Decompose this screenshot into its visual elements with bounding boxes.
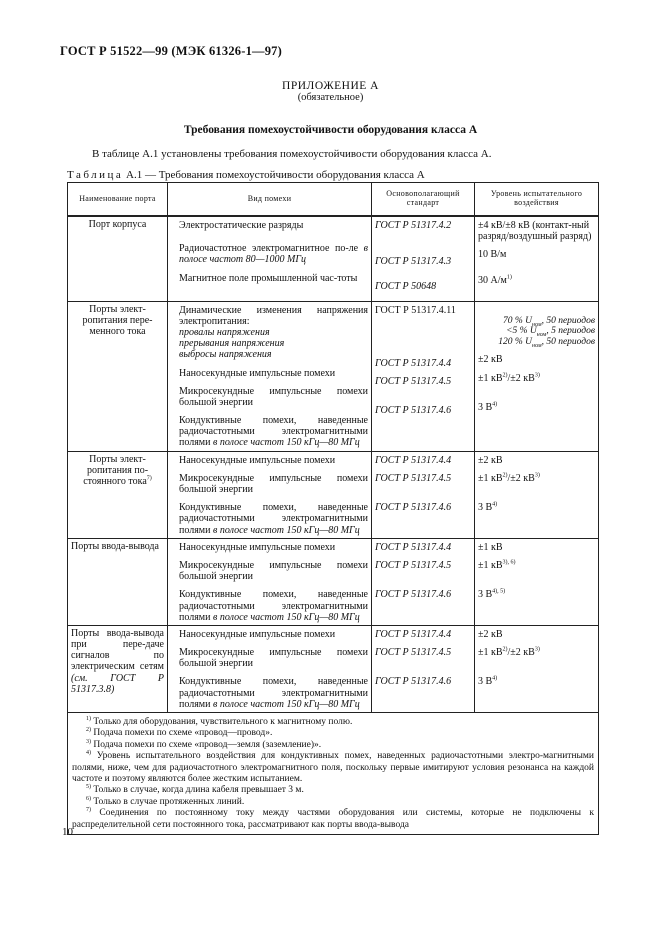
- immunity-table: [67, 182, 599, 835]
- standard-cell: [372, 538, 475, 625]
- table-row: [68, 538, 599, 625]
- standard-text: ГОСТ Р 51317.4.2: [375, 220, 452, 231]
- level-text: [478, 401, 595, 419]
- phenomenon-note: в полосе частот 150 кГц—80 МГц: [213, 437, 360, 449]
- footnote-text: Подача помехи по схеме «провод—провод».: [93, 728, 273, 739]
- subitem-text: прерывания напряжения: [179, 338, 285, 350]
- phenomenon-text: [171, 237, 368, 271]
- level-text: 10 В/м: [478, 249, 507, 261]
- level-subscript: ном: [532, 321, 542, 328]
- level-text: ±2 кВ: [478, 454, 503, 466]
- footnote-mark: 7): [86, 806, 91, 813]
- phenomenon-text: Микросекундные импульсные помехи большой энергии: [179, 647, 368, 670]
- footnote: [72, 808, 594, 831]
- footnote: [72, 740, 594, 751]
- header-standard: Основополагающий стандарт: [372, 183, 475, 217]
- level-text: [478, 646, 595, 675]
- standard-text: ГОСТ Р 51317.4.4: [375, 357, 452, 369]
- level-text: [478, 472, 595, 501]
- level-footnote-mark: 2): [502, 372, 508, 379]
- phenomenon-note: в полосе частот 150 кГц—80 МГц: [213, 524, 360, 536]
- section-title: Требования помехоустойчивости оборудования класса А: [183, 124, 478, 136]
- footnote-text: Только для оборудования, чувствительного к магнитному полю.: [93, 717, 353, 727]
- level-footnote-mark: 2): [502, 472, 508, 479]
- level-text: ±1 кВ: [478, 541, 503, 553]
- footnote-mark: 2): [86, 727, 91, 734]
- level-value: 70 % U: [502, 315, 533, 326]
- port-note: (см. ГОСТ Р 51317.3.8): [71, 672, 164, 695]
- standard-text: ГОСТ Р 51317.4.5: [375, 472, 452, 484]
- level-value: ±1 кВ: [478, 472, 503, 484]
- level-value: 3 В: [478, 676, 493, 688]
- standard-text: ГОСТ Р 51317.4.4: [375, 454, 452, 466]
- footnote-mark: 3): [86, 738, 91, 745]
- standard-text: ГОСТ Р 51317.4.6: [375, 502, 452, 513]
- standard-text: ГОСТ Р 51317.4.5: [375, 559, 452, 571]
- standard-cell: [372, 451, 475, 538]
- level-cell: [475, 625, 599, 712]
- level-value: 3 В: [478, 589, 493, 601]
- phenomenon-text: Наносекундные импульсные помехи: [179, 454, 336, 466]
- level-tail: , 5 периодов: [546, 326, 595, 337]
- level-value: ±1 кВ: [478, 559, 503, 571]
- table-caption-prefix: Таблица: [67, 169, 124, 181]
- footnote-text: Уровень испытательного воздействия для кондуктивных помех, наведенных радиочастотными электро-магнитными полями, ниже, чем для радиочастотного электромагнитного поля, поскольку первые имитируют условия резонанса на каждой частоте и поэтому являются более жестким испытанием.: [72, 751, 595, 784]
- footnote-text: Соединения по постоянному току между частями оборудования или системы, которые не подключены к распределительной сети постоянного тока, рассматривают как порты ввода-вывода: [72, 808, 595, 830]
- phenomenon-text: Микросекундные импульсные помехи большой энергии: [179, 472, 368, 495]
- port-cell: Порты ввода-вывода: [68, 538, 168, 625]
- level-text: [478, 501, 595, 519]
- phenomenon-cell: [168, 451, 372, 538]
- standard-cell: [372, 625, 475, 712]
- phenomenon-note: в полосе частот 80—1000 МГц: [179, 243, 368, 266]
- level-value: 30 А/м: [478, 274, 507, 286]
- phenomenon-main: Кондуктивные помехи, наведенные радиочастотными электромагнитными полями: [179, 589, 368, 623]
- level-footnote-mark: 1): [506, 274, 512, 281]
- level-text: ±2 кВ: [478, 354, 503, 366]
- standard-text: ГОСТ Р 50648: [375, 281, 437, 293]
- appendix-title: ПРИЛОЖЕНИЕ А: [282, 80, 379, 92]
- footnote: [72, 797, 594, 808]
- phenomenon-main: Кондуктивные помехи, наведенные радиочастотными электромагнитными полями: [179, 676, 368, 710]
- phenomenon-note: в полосе частот 150 кГц—80 МГц: [213, 611, 360, 623]
- level-text: [478, 326, 595, 337]
- standard-text: ГОСТ Р 51317.4.6: [375, 405, 452, 417]
- footnote-text: Только в случае протяженных линий.: [93, 796, 245, 807]
- footnotes-row: [68, 713, 599, 835]
- phenomenon-main: Кондуктивные помехи, наведенные радиочастотными электромагнитными полями: [179, 502, 368, 536]
- level-value: ±1 кВ: [478, 372, 503, 384]
- footnote: [72, 728, 594, 739]
- level-value: 3 В: [478, 502, 493, 513]
- standard-text: ГОСТ Р 51317.4.5: [375, 647, 452, 659]
- port-cell: Порт корпуса: [68, 216, 168, 301]
- table-header-row: [68, 183, 599, 217]
- table-row: [68, 301, 599, 451]
- phenomenon-text: Электростатические разряды: [179, 220, 304, 231]
- level-subscript: ном: [532, 342, 542, 349]
- phenomenon-text: [171, 501, 368, 536]
- phenomenon-note: в полосе частот 150 кГц—80 МГц: [213, 698, 360, 710]
- level-text: [478, 267, 595, 292]
- phenomenon-text: Наносекундные импульсные помехи: [179, 367, 336, 379]
- level-text: [478, 372, 595, 401]
- level-value-2: /±2 кВ: [507, 647, 535, 659]
- table-row: [68, 216, 599, 301]
- footnote: [72, 751, 594, 785]
- phenomenon-text: [171, 675, 368, 710]
- appendix-subtitle: (обязательное): [297, 92, 364, 103]
- level-footnote-mark: 3): [534, 372, 540, 379]
- phenomenon-cell: [168, 301, 372, 451]
- phenomenon-cell: [168, 216, 372, 301]
- level-text: [478, 337, 595, 354]
- table-caption-text: — Требования помехоустойчивости оборудования класса А: [145, 169, 425, 181]
- level-text: [478, 559, 595, 588]
- level-footnote-mark: 3): [534, 472, 540, 479]
- level-footnote-mark: 3): [534, 646, 540, 653]
- level-subscript: ном: [536, 332, 547, 339]
- level-footnote-mark: 4), 5): [492, 588, 506, 595]
- document-header: ГОСТ Р 51522—99 (МЭК 61326-1—97): [60, 44, 282, 58]
- level-text: [478, 675, 595, 693]
- level-value: 120 % U: [498, 336, 533, 347]
- level-value: 3 В: [478, 401, 493, 413]
- footnote: [72, 785, 594, 796]
- phenomenon-text: Микросекундные импульсные помехи большой энергии: [179, 559, 368, 583]
- page-number: 10: [62, 826, 73, 838]
- standard-cell: [372, 216, 475, 301]
- footnote-text: Подача помехи по схеме «провод—земля (заземление)».: [93, 739, 322, 750]
- level-value-2: /±2 кВ: [507, 372, 535, 384]
- standard-text: ГОСТ Р 51317.4.11: [375, 304, 456, 316]
- port-cell: Порты элект-ропитания пере-менного тока: [68, 301, 168, 451]
- standard-text: ГОСТ Р 51317.4.4: [375, 628, 452, 640]
- header-phenomenon: Вид помехи: [168, 183, 372, 217]
- table-caption: [67, 169, 425, 181]
- phenomenon-text: Микросекундные импульсные помехи большой энергии: [179, 385, 368, 408]
- footnote: [72, 717, 594, 728]
- phenomenon-text: Наносекундные импульсные помехи: [179, 628, 336, 640]
- footnotes-cell: [68, 713, 599, 835]
- port-text: Порты элект-ропитания по-стоянного тока: [83, 453, 149, 487]
- phenomenon-text: Динамические изменения напряжения электропитания:: [179, 304, 368, 327]
- level-value: <5 % U: [506, 326, 537, 337]
- level-cell: [475, 301, 599, 451]
- level-footnote-mark: 4): [492, 401, 498, 408]
- level-text: [478, 315, 595, 327]
- level-footnote-mark: 4): [492, 501, 498, 508]
- level-cell: [475, 538, 599, 625]
- standard-text: ГОСТ Р 51317.4.3: [375, 256, 452, 268]
- standard-text: ГОСТ Р 51317.4.6: [375, 589, 452, 601]
- header-port: Наименование порта: [68, 183, 168, 217]
- phenomenon-cell: [168, 538, 372, 625]
- level-footnote-mark: 3), 6): [502, 559, 516, 566]
- level-cell: [475, 216, 599, 301]
- header-level: Уровень испытательного воздействия: [475, 183, 599, 217]
- port-text: Порты ввода-вывода при пере-даче сигналов по электрическим сетям: [71, 627, 164, 673]
- footnote-text: Только в случае, когда длина кабеля превышает 3 м.: [93, 785, 304, 796]
- level-text: [478, 588, 595, 606]
- standard-text: ГОСТ Р 51317.4.4: [375, 541, 452, 553]
- level-footnote-mark: 2): [502, 646, 508, 653]
- level-footnote-mark: 4): [492, 675, 498, 682]
- phenomenon-main: Кондуктивные помехи, наведенные радиочастотными электромагнитными полями: [179, 415, 368, 449]
- level-tail: , 50 периодов: [541, 336, 595, 347]
- intro-paragraph: В таблице А.1 установлены требования помехоустойчивости оборудования класса А.: [92, 148, 492, 160]
- footnote-mark: 6): [86, 795, 91, 802]
- table-row: [68, 625, 599, 712]
- standard-text: ГОСТ Р 51317.4.5: [375, 375, 452, 387]
- subitem-text: провалы напряжения: [179, 326, 270, 338]
- level-value: ±1 кВ: [478, 647, 503, 659]
- level-value-2: /±2 кВ: [507, 472, 535, 484]
- phenomenon-text: Наносекундные импульсные помехи: [179, 541, 336, 553]
- level-cell: [475, 451, 599, 538]
- phenomenon-text: [171, 588, 368, 623]
- phenomenon-cell: [168, 625, 372, 712]
- table-caption-number: А.1: [126, 169, 143, 181]
- port-cell: [68, 625, 168, 712]
- table-row: [68, 451, 599, 538]
- footnote-mark: 1): [86, 715, 91, 722]
- subitem-text: выбросы напряжения: [179, 349, 272, 361]
- level-text: ±4 кВ/±8 кВ (контакт-ный разряд/воздушный разряд): [478, 220, 592, 243]
- level-tail: , 50 периодов: [541, 315, 595, 326]
- level-text: ±2 кВ: [478, 628, 503, 640]
- standard-text: ГОСТ Р 51317.4.6: [375, 676, 452, 688]
- phenomenon-text: [171, 414, 368, 449]
- port-footnote-mark: 7): [146, 475, 152, 482]
- footnote-mark: 4): [86, 750, 91, 757]
- phenomenon-main: Радиочастотное электромагнитное по-ле: [179, 243, 359, 255]
- standard-cell: [372, 301, 475, 451]
- port-cell: [68, 451, 168, 538]
- footnote-mark: 5): [86, 784, 91, 791]
- phenomenon-text: Магнитное поле промышленной час-тоты: [179, 272, 358, 284]
